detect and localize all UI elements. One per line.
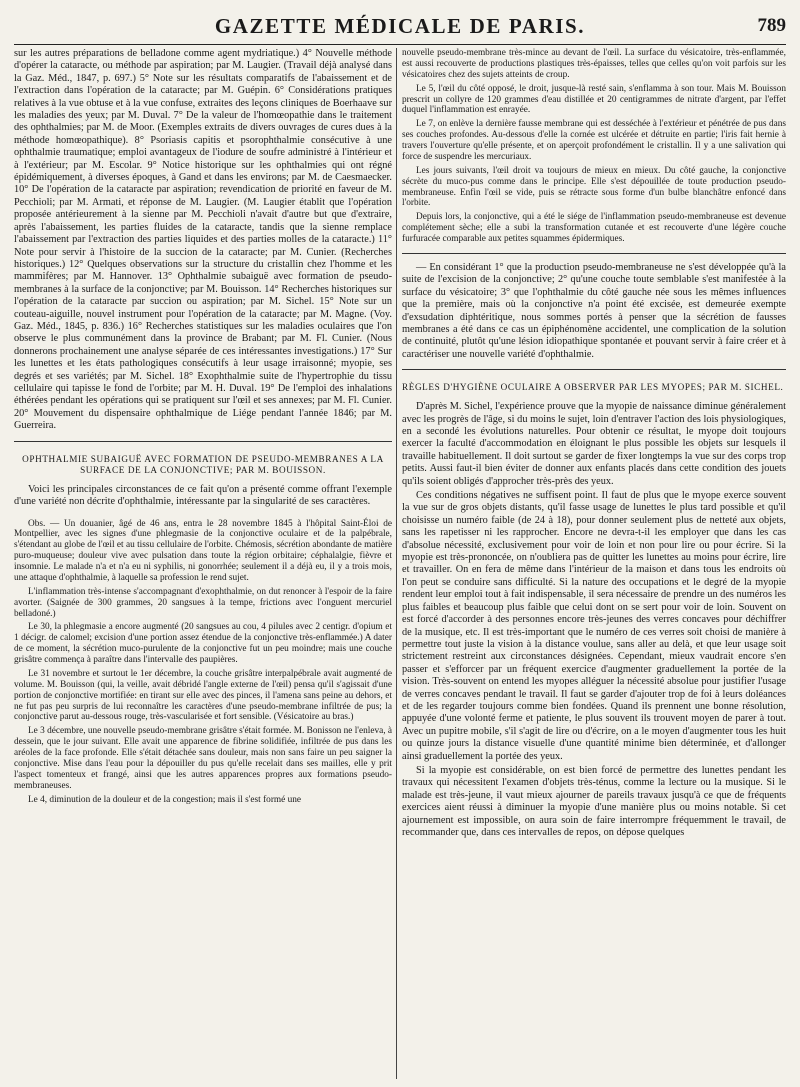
observation-paragraph: Le 5, l'œil du côté opposé, le droit, jusque-là resté sain, s'enflamma à son tour. Mais M. Bouisson prescrit un collyre de 120 grammes d'eau distillée et 20 centigrammes de nitrate d'argent, par l'effet duquel l'inflammation est enrayée. — [402, 83, 786, 116]
page-header — [14, 14, 786, 45]
reflection-paragraph: — En considérant 1° que la production pseudo-membraneuse ne s'est développée qu'à la suite de l'excision de la conjonctive; 2° qu'une couche toute semblable s'est manifestée à la surface du vésicatoire; 3° que l'ophthalmie du côté gauche née sous les mêmes influences que la première, mais où la conjonctive n'a point été excisée, est demeurée exempte d'exsudation diphtéritique, nous sommes portés à penser que la sécrétion de fausses membranes a été dans ce cas un épiphénomène accidentel, une complication de la solution de continuité, plutôt qu'une lésion idiopathique spontanée et pouvant servir à faire créer et à caractériser une nouvelle variété d'ophthalmie. — [402, 261, 786, 360]
page-number: 789 — [757, 15, 786, 36]
section-title-ophthalmie: OPHTHALMIE SUBAIGUË AVEC FORMATION DE PSEUDO-MEMBRANES A LA SURFACE DE LA CONJONCTIVE; PAR M. BOUISSON. — [22, 453, 384, 475]
column-rule — [396, 48, 397, 1079]
observation-continued: nouvelle pseudo-membrane très-mince au devant de l'œil. La surface du vésicatoire, très-enflammée, est aussi recouverte de productions plastiques très-épaisses, telles que celles qu'on voit parfois sur les vésicatoires chez des sujets atteints de croup. — [402, 48, 786, 80]
observation-paragraph: Le 7, on enlève la dernière fausse membrane qui est desséchée à l'extérieur et pénétrée de pus dans ses couches profondes. Au-dessous d'elle la cornée est ulcérée et détruite en partie; l'iris fait hernie à travers l'ouverture qu'elle présente, et on aperçoit profondément le cristallin. Il y a une salivation qui force de suspendre les mercuriaux. — [402, 119, 786, 162]
contents-list-paragraph: sur les autres préparations de belladone comme agent mydriatique.) 4° Nouvelle méthode d'opérer la cataracte, ou méthode par aspiration; par M. Laugier. (Travail déjà analysé dans la Gaz. Méd., 1847, p. 697.) 5° Note sur les résultats comparatifs de l'abaissement et de l'extraction dans l'opération de la cataracte; par M. Guépin. 6° Considérations pratiques relatives à la vue obtuse et à la vue confuse, extraites des leçons cliniques de Boerhaave sur les maladies des yeux; par M. Duval. 7° De la valeur de l'homœopathie dans le traitement des ophthalmies; par M. de Moor. (Exemples extraits de divers ouvrages de cures dues à la méthode homœopathique). 8° Psoriasis capitis et psorophthalmie consécutive à une ophthalmie traumatique; emploi avantageux de l'iodure de soufre administré à l'intérieur et à l'extérieur; par M. Escolar. 9° Notice historique sur les ophthalmies qui ont régné épidémiquement, à diverses époques, à Gand et dans les environs; par M. de Caesmaecker. 10° De l'opération de la cataracte par aspiration; revendication de priorité en faveur de M. Pecchioli; par M. Armati, et réponse de M. Laugier. (M. Laugier établit que l'opération proposée antérieurement à la sienne par M. Pecchioli n'avait d'autre but que d'extraire, après l'abaissement, les parties fluides de la cataracte, tandis que la sienne remplace l'abaissement par l'extraction des parties liquides et des parties molles de la cataracte.) 11° Note pour servir à l'histoire de la succion de la cataracte; par M. Cunier. (Recherches historiques.) 12° Quelques observations sur la structure du cristallin chez l'homme et les mammifères; par M. Hannover. 13° Ophthalmie subaiguë avec formation de pseudo-membranes à la surface de la conjonctive; par M. Bouisson. 14° Recherches historiques sur l'opération de la cataracte par succion ou aspiration; par M. Sichel. 15° Note sur un couteau-aiguille, nouvel instrument pour l'opération de la cataracte; par M. Magne. (Voy. Gaz. Méd., 1845, p. 836.) 16° Recherches statistiques sur les maladies oculaires que l'on observe le plus communément dans la province de Brabant; par M. Fl. Cunier. (Nous donnerons prochainement une analyse séparée de ces intéressantes investigations.) 17° Sur les lunettes et les états pathologiques consécutifs à leur usage irraisonné; myopie, ses degrés et ses variétés; par M. Sichel. 18° Exophthalmie suite de l'hypertrophie du tissu cellulaire qui tapisse le fond de l'orbite; par M. H. Duval. 19° De l'emploi des inhalations éthérées pendant les opérations qui se pratiquent sur l'œil et ses annexes; par M. Fl. Cunier. 20° Mouvement du dispensaire ophthalmique de Liége pendant l'année 1846; par M. Guerreira. — [14, 48, 392, 432]
body-paragraph: Si la myopie est considérable, on est bien forcé de permettre des lunettes pendant les travaux qui nécessitent l'examen d'objets très-ténus, comme la lecture ou la musique. Si le malade est très-jeune, il vaut mieux ajourner de pareils travaux jusqu'à ce que de fréquents exercices aient réussi à diminuer la myopie d'une manière plus ou moins notable. Si cet ajournement est impossible, on aura soin de faire interrompre fréquemment le travail, de recommander que, dans ces intervalles de repos, on dépose quelques — [402, 764, 786, 839]
observation-paragraph: Le 4, diminution de la douleur et de la congestion; mais il s'est formé une — [28, 794, 302, 805]
observation-paragraph: Le 30, la phlegmasie a encore augmenté (20 sangsues au cou, 4 pilules avec 2 centigr. d'opium et 1 décigr. de calomel; excision d'une portion assez étendue de la conjonctive très-enflammée.) A dater de ce moment, la sécrétion muco-purulente de la conjonctive fut un peu moindre; mais une couche grisâtre commença à paraître dans l'intervalle des paupières. — [14, 622, 392, 666]
section-intro: Voici les principales circonstances de ce fait qu'on a présenté comme offrant l'exemple d'une variété non décrite d'ophthalmie, intéressante par la singularité de ses caractères. — [14, 483, 392, 508]
left-column — [14, 48, 392, 1079]
section-divider — [14, 441, 392, 442]
journal-title: GAZETTE MÉDICALE DE PARIS. — [214, 14, 586, 38]
observation-paragraph: Le 3 décembre, une nouvelle pseudo-membrane grisâtre s'était formée. M. Bonisson ne l'enleva, à dessein, que le jour suivant. Elle avait une apparence de fibrine solidifiée, infiltrée de pus dans les aréoles de la face profonde. Elle s'était détachée sans douleur, mais non sans faire un peu saigner la conjonctive. Mise dans l'eau pour la dépouiller du pus qu'elle recelait dans ses mailles, elle y prit l'aspect tomenteux et frangé, ainsi que les autres apparences propres aux formations pseudo-membraneuses. — [14, 726, 392, 791]
observation-paragraph: Le 31 novembre et surtout le 1er décembre, la couche grisâtre interpalpébrale avait augmenté de volume. M. Bouisson (qui, la veille, avait débridé l'angle externe de l'œil) pensa qu'il s'agissait d'une portion de conjonctive mortifiée: en tirant sur elle avec des pinces, il l'amena sans peine au dehors, et ne fut pas peu surpris de lui reconnaître les caractères d'une pseudo-membrane infiltrée de pus; la conjonctive parut au-dessous rouge, très-vascularisée et fort sensible. (Vésicatoire au bras.) — [14, 668, 392, 723]
observation-paragraph: L'inflammation très-intense s'accompagnant d'exophthalmie, on dut renoncer à l'espoir de la faire avorter. (Saignée de 300 grammes, 20 sangsues à la tempe, frictions avec l'onguent mercuriel belladoné.) — [14, 586, 392, 619]
observation-paragraph: Les jours suivants, l'œil droit va toujours de mieux en mieux. Du côté gauche, la conjonctive sécrète du muco-pus comme dans le principe. Elle s'est dépouillée de toute production pseudo-membraneuse. Enfin l'œil se vide, puis se rétracte sous forme d'un bulbe blanchâtre enfoncé dans l'orbite. — [402, 165, 786, 209]
right-column — [402, 48, 786, 1079]
observation-paragraph: Depuis lors, la conjonctive, qui a été le siége de l'inflammation pseudo-membraneuse est devenue complétement sèche; elle a subi la transformation cutanée et est recouverte d'une légère couche furfuracée comparable aux petites squammes épidermiques. — [402, 212, 786, 244]
section-divider — [402, 253, 786, 254]
section-divider — [402, 369, 786, 370]
observation-paragraph: Obs. — Un douanier, âgé de 46 ans, entra le 28 novembre 1845 à l'hôpital Saint-Éloi de Montpellier, avec les signes d'une phlegmasie de la conjonctive oculaire et de la palpébrale, s'étendant au globe de l'œil et au tissu cellulaire de l'orbite. Chémosis, sécrétion abondante de matière puro-muqueuse; douleur vive avec pulsation dans toute la région orbitaire; céphalalgie, fièvre et insomnie. Le malade n'a et n'a eu ni syphilis, ni gonorrhée; seulement il a déjà eu, il y a trois mois, une attaque d'ophthalmie, à laquelle sa profession le rend sujet. — [14, 518, 392, 583]
body-paragraph: D'après M. Sichel, l'expérience prouve que la myopie de naissance diminue généralement avec les progrès de l'âge, si du moins le sujet, loin d'entraver l'action des lois physiologiques, en a secondé les évolutions naturelles. Pour obtenir ce résultat, le myope doit toujours exercer la faculté d'accommodation en éloignant le plus possible les objets sur lesquels il travaille habituellement. Il doit surtout se garder de fixer longtemps la vue sur des corps trop petits. Aussi faut-il bien éviter de donner aux enfants placés dans cette condition des jouets qu'ils soient obligés d'approcher très-près des yeux. — [402, 401, 786, 487]
body-paragraph: Ces conditions négatives ne suffisent point. Il faut de plus que le myope exerce souvent la vue sur de gros objets distants, qu'il fasse usage de lunettes le plus tard possible et qu'il choisisse un numéro faible (de 24 à 18), pour donner seulement plus de netteté aux objets, sans les rapetisser ni les rapprocher. Encore ne devra-t-il les employer que dans les cas d'absolue nécessité, exclusivement pour voir de loin et non pour lire ou pour écrire. Si la myopie est très-prononcée, on n'oubliera pas de quitter les lunettes au moins pour écrire, lire et travailler. On en fera de même dans l'intérieur de la maison et dans tous les endroits où l'on peut se conduire sans difficulté. Si la nature des occupations et le degré de la myopie rendent leur emploi tout à fait indispensable, il sera nécessaire de prendre un des numéros les plus faibles et beaucoup plus faible que celui dont on se sert pour voir de loin. Souvent on est forcé d'accorder à des personnes encore très-jeunes des verres concaves pour déchiffrer de la musique, etc. Il est très-important que le numéro de ces verres soit choisi de manière à permettre tout juste la vision à la distance voulue, sans aller au delà, et que leur usage soit strictement restreint aux circonstances désignées. Cependant, mieux vaudrait encore s'en passer et s'efforcer par un fréquent exercice d'augmenter graduellement la portée de la vision. Très-souvent on entend les myopes alléguer la nécessité absolue pour justifier l'usage de verres concaves pendant le travail. Il faut se garder d'ajouter trop de foi à leurs doléances et de les regarder toujours comme bien fondées. Quand ils prennent une bonne résolution, appuyée d'une volonté ferme et patiente, le plus souvent ils trouvent moyen de parer à tout. Avec un pupitre mobile, s'il s'agit de lire ou d'écrire, on a le moyen d'augmenter tous les huit ou quinze jours la distance visuelle d'une quantité minime bien déterminée, et d'allonger ainsi graduellement la portée des yeux. — [402, 490, 786, 762]
section-title-myopes: RÈGLES D'HYGIÈNE OCULAIRE A OBSERVER PAR LES MYOPES; PAR M. SICHEL. — [402, 382, 784, 393]
